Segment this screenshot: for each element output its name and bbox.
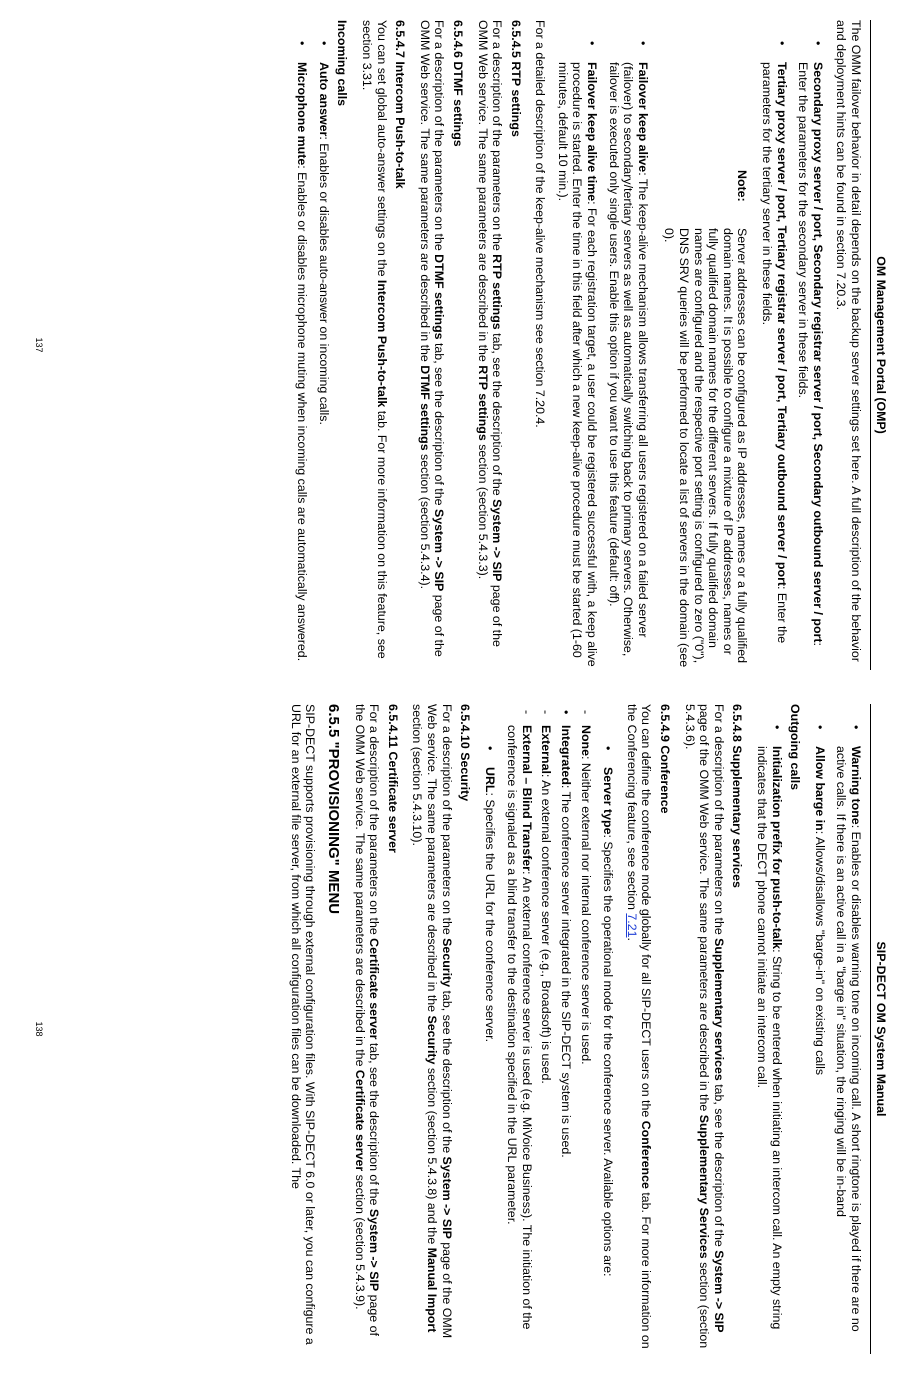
list-item: • Failover keep alive time: For each registration target, a user could be registered successful with, a keep alive procedure is started. Enter the time in this field after which a new keep-alive procedure must be started (1-60 minutes, default 10 min.). bbox=[555, 62, 599, 670]
list-item: • Integrated: The conference server integrated in the SIP-DECT system is used. bbox=[559, 725, 574, 1354]
subheading: Outgoing calls bbox=[788, 704, 803, 791]
section-heading: 6.5.4.6 DTMF settings bbox=[450, 20, 465, 147]
page-138 bbox=[29, 704, 901, 1354]
section-heading: 6.5.4.7 Intercom Push-to-talk bbox=[393, 20, 408, 189]
section-paragraph: You can set global auto-answer settings on the Intercom Push-to-talk tab. For more information on this feature, see section 3.31. bbox=[359, 20, 389, 659]
section-link[interactable]: 7.21 bbox=[624, 913, 639, 938]
section-paragraph: SIP-DECT supports provisioning through external configuration files. With SIP-DECT 6.0 or later, you can configure a URL for an external file server, from which all configuration files can be downloaded. The bbox=[288, 704, 318, 1345]
section-paragraph: For a description of the parameters on the Security tab, see the description of the System -> SIP page of the OMM Web service. The same parameters are described in the Security section (section 5.4.3.8) and the Manual Import section (section 5.4.3.10). bbox=[410, 704, 454, 1339]
section-paragraph: You can define the conference mode globally for all SIP-DECT users on the Conference tab. For more information on the Conferencing feature, see section 7.21. bbox=[624, 704, 654, 1349]
list-item: • Warning tone: Enables or disables warning tone on incoming call. A short ringtone is played if there are no active calls. If there is an active call in a "barge in" situation, the ringing will be in-band bbox=[834, 746, 863, 1354]
note-text: Server addresses can be configured as IP addresses, names or a fully qualified domain names. It is possible to configure a mixture of IP addresses, names or fully qualified domain names for the different servers. If fully qualified domain names are configured and the respective port setting is configured to zero ("0"), DNS SRV queries will be performed to locate a list of servers in the domain (see 0). bbox=[662, 228, 750, 668]
conference-server-type bbox=[601, 704, 616, 1354]
page-content bbox=[287, 20, 863, 670]
list-item: • Failover keep alive: The keep-alive mechanism allows transferring all users registered on a failed server (failover) to secondary/tertiary servers as well as automatically switching back to primary servers. Otherwise, failover is executed only single users. Enable this option if you want to use this feature (default: off). bbox=[606, 62, 650, 670]
intercom-options-list bbox=[812, 704, 863, 1354]
failover-list bbox=[555, 20, 650, 670]
list-item: • Secondary proxy server / port, Secondary registrar server / port, Secondary outbound server / port: Enter the parameters for the secondary server in these fields. bbox=[796, 62, 825, 670]
section-paragraph: For a description of the parameters on the RTP settings tab, see the description of the System -> SIP page of the OMM Web service. The same parameters are described in the RTP settings section (section 5.4.3.3). bbox=[475, 20, 505, 647]
intro-paragraph: The OMM failover behavior in detail depends on the backup server settings set here. A full description of the behavior and deployment hints can be found in section 7.20.3. bbox=[834, 20, 863, 662]
section-heading: 6.5.4.5 RTP settings bbox=[508, 20, 523, 137]
page-content bbox=[279, 704, 863, 1354]
list-item: • Auto answer: Enables or disables auto-answer on incoming calls. bbox=[316, 62, 331, 670]
page-number: 137 bbox=[33, 337, 44, 353]
incoming-calls-list bbox=[295, 20, 331, 670]
section-heading: 6.5.4.8 Supplementary services bbox=[730, 704, 745, 888]
list-item: • Initialization prefix for push-to-talk: String to be entered when initiating an intercom call. An empty string indicates that the DECT phone cannot initiate an intercom call. bbox=[754, 746, 783, 1354]
list-item: • Allow barge in: Allows/disallows "barge-in" on existing calls bbox=[812, 746, 827, 1354]
section-heading: 6.5.4.10 Security bbox=[458, 704, 473, 802]
note-label: Note: bbox=[735, 170, 750, 202]
list-item: • Microphone mute: Enables or disables microphone muting when incoming calls are automatically answered. bbox=[295, 62, 310, 670]
list-item: - None: Neither external nor internal conference server is used. bbox=[578, 725, 593, 1354]
section-paragraph: For a description of the parameters on the Supplementary services tab, see the description of the System -> SIP page of the OMM Web service. The same parameters are described in the Supplementary Services section (section 5.4.3.6). bbox=[682, 704, 726, 1349]
subheading: Incoming calls bbox=[335, 20, 350, 107]
note-block bbox=[662, 170, 750, 670]
conference-url bbox=[482, 704, 497, 1354]
list-item: • Server type: Specifies the operational mode for the conference server. Available options are: bbox=[601, 767, 616, 1354]
backup-server-list bbox=[759, 20, 824, 670]
outgoing-calls-list bbox=[754, 704, 783, 1354]
page-header: SIP-DECT OM System Manual bbox=[870, 704, 889, 1354]
section-heading: 6.5.4.11 Certificate server bbox=[385, 704, 400, 853]
list-item: - External – Blind Transfer: An external conference server is used (e.g. MiVoice Business). The initiation of the conference is signaled as a blind transfer to the destination specified in the URL parameter. bbox=[505, 725, 534, 1354]
section-paragraph: For a description of the parameters on the DTMF settings tab, see the description of the System -> SIP page of the OMM Web service. The same parameters are described in the DTMF settings section (section 5.4.3.4). bbox=[417, 20, 447, 657]
page-header: OM Management Portal (OMP) bbox=[870, 20, 889, 670]
conference-options-list bbox=[505, 704, 593, 1354]
chapter-heading: 6.5.5 "PROVISIONING" MENU bbox=[324, 704, 342, 915]
section-paragraph: For a description of the parameters on the Certificate server tab, see the description of the System -> SIP page of the OMM Web service. The same parameters are described in the Certificate server section (section 5.4.3.9). bbox=[352, 704, 382, 1336]
section-heading: 6.5.4.9 Conference bbox=[658, 704, 673, 814]
page-number: 138 bbox=[33, 1021, 44, 1037]
keepalive-reference: For a detailed description of the keep-alive mechanism see section 7.20.4. bbox=[533, 20, 548, 428]
page-137 bbox=[29, 20, 901, 670]
list-item: • URL: Specifies the URL for the conference server. bbox=[482, 767, 497, 1354]
list-item: • Tertiary proxy server / port, Tertiary registrar server / port, Tertiary outbound server / port: Enter the parameters for the tertiary server in these fields. bbox=[759, 62, 788, 670]
list-item: - External: An external conference server (e.g., Broadsoft) is used. bbox=[539, 725, 554, 1354]
